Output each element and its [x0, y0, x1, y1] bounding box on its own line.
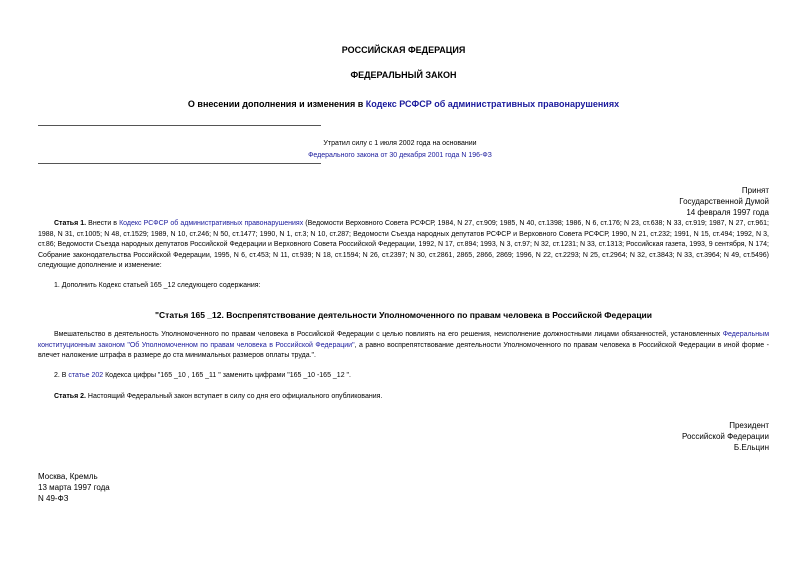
new-article-text-1: Вмешательство в деятельность Уполномоченного по правам человека в Российской Федерации с целью повлиять на его решения, неисполнение должностными лицами обязанностей, установленных	[54, 331, 723, 338]
country-heading: РОССИЙСКАЯ ФЕДЕРАЦИЯ	[341, 45, 466, 55]
signature-name: Б.Ельцин	[733, 443, 769, 452]
law-number: N 49-ФЗ	[38, 494, 69, 503]
law-title-prefix: О внесении дополнения и изменения в	[187, 99, 366, 109]
repeal-law-link-text[interactable]: Федерального закона от 30 декабря 2001 года N 196-ФЗ	[308, 152, 492, 159]
new-article-body	[38, 330, 769, 362]
article-1	[38, 219, 769, 272]
item-2-suffix: Кодекса цифры "165 _10 , 165 _11 " заменить цифрами "165 _10 -165 _12 ".	[103, 372, 351, 379]
article-1-codex-link[interactable]: Кодекс РСФСР об административных правонарушениях	[119, 220, 304, 227]
place: Москва, Кремль	[38, 472, 98, 481]
adopted-label: Принят	[741, 186, 769, 195]
new-article-text-2: , а равно воспрепятствование деятельности Уполномоченного по правам человека в Российской Федерации в иной форме - влечет наложение штрафа в размере до ста минимальных размеров оплаты труда.".	[38, 341, 769, 359]
new-article-heading: "Статья 165 _12. Воспрепятствование деятельности Уполномоченного по правам человека в Российской Федерации	[154, 310, 653, 320]
repeal-note: Утратил силу с 1 июля 2002 года на основании	[323, 140, 477, 147]
signature-title: Президент	[729, 421, 769, 430]
signature-country: Российской Федерации	[682, 432, 769, 441]
item-2-prefix: 2. В	[54, 372, 69, 379]
codex-link[interactable]: Кодекс РСФСР об административных правонарушениях	[365, 99, 620, 109]
adopted-by: Государственной Думой	[679, 197, 769, 206]
adopted-date: 14 февраля 1997 года	[686, 208, 769, 217]
sign-date: 13 марта 1997 года	[38, 483, 110, 492]
article-1-label: Статья 1.	[54, 220, 87, 227]
bottom-divider	[38, 163, 321, 164]
article-202-link[interactable]: статье 202	[68, 372, 104, 379]
article-2-text: Настоящий Федеральный закон вступает в силу со дня его официального опубликования.	[85, 393, 383, 400]
article-1-item-1: 1. Дополнить Кодекс статьей 165 _12 следующего содержания:	[54, 282, 261, 289]
article-1-sources: (Ведомости Верховного Совета РСФСР, 1984, N 27, ст.909; 1985, N 40, ст.1398; 1986, N 6, ст.176; N 23, ст.638; N 33, ст.919; 1987, N 27, ст.961; 1988, N 31, ст.1005; N 48, ст.1529; 1989, N 10, ст.246; N 50, ст.1477; 1990, N 1, ст.3; N 10, ст.287; Ведомости Съезда народных депутатов РСФСР и Верховного Совета РСФСР, 1990, N 21, ст.232; 1991, N 15, ст.494; 1992, N 3, ст.86; Ведомости Съезда народных депутатов Российской Федерации и Верховного Совета Российской Федерации, 1992, N 17, ст.894; 1993, N 3, ст.97; N 32, ст.1231; N 33, ст.1313; Российская газета, 1993, 9 сентября, N 174; Собрание законодательства Российской Федерации, 1995, N 6, ст.453; N 11, ст.939; N 18, ст.1594; N 26, ст.2397; N 30, ст.2861, 2865, 2866, 2869; 1996, N 22, ст.2293; N 25, ст.2964; N 32, ст.3843; N 33, ст.3964; N 49, ст.5496) следующие дополнение и изменение:	[38, 220, 769, 269]
top-divider	[38, 125, 321, 126]
article-2	[54, 392, 754, 401]
article-2-label: Статья 2.	[54, 393, 86, 400]
doc-type-heading: ФЕДЕРАЛЬНЫЙ ЗАКОН	[350, 70, 457, 80]
ombudsman-law-link[interactable]: Федеральным конституционным законом "Об Уполномоченном по правам человека в Российской Федерации"	[38, 331, 769, 349]
repeal-law-link	[170, 151, 630, 160]
article-1-intro: Внести в	[86, 220, 120, 227]
law-title	[0, 99, 807, 110]
article-1-item-2	[54, 371, 754, 380]
